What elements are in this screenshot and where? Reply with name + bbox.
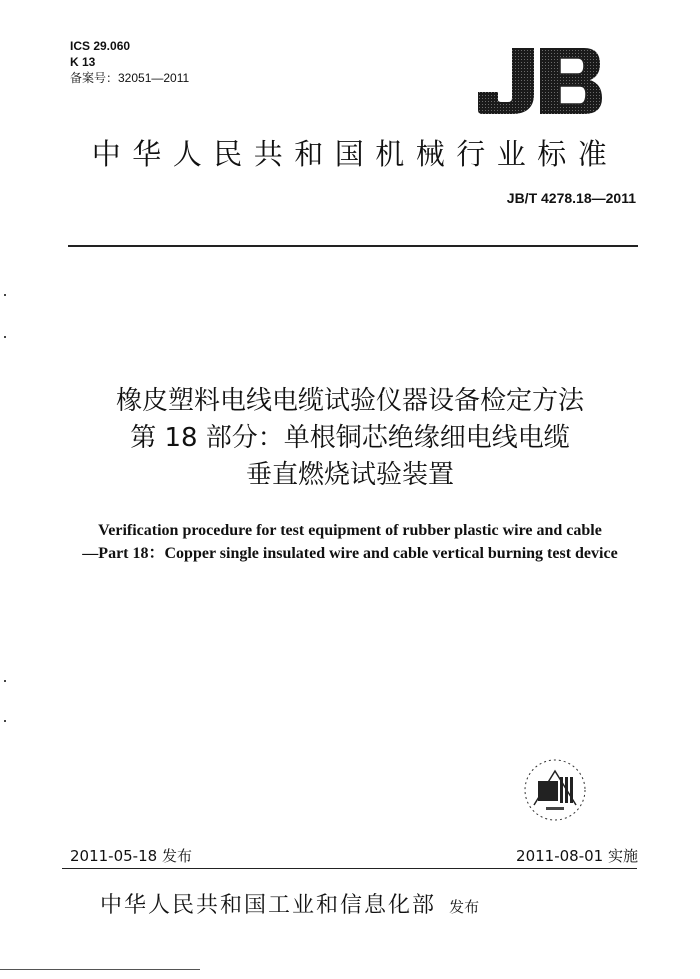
ics-code: ICS 29.060	[70, 39, 131, 53]
publisher-line	[100, 888, 620, 919]
publisher-name: 中华人民共和国工业和信息化部	[100, 893, 437, 918]
document-title-cn-line2: 第 18 部分：单根铜芯绝缘细电线电缆	[130, 423, 570, 453]
industry-standard-title: 中华人民共和国机械行业标准	[91, 137, 619, 171]
margin-mark	[4, 720, 6, 722]
jb-logo	[476, 44, 604, 116]
publisher-suffix: 发布	[449, 898, 480, 916]
margin-mark	[4, 336, 6, 338]
bottom-edge-rule	[0, 969, 200, 970]
header-divider	[68, 245, 638, 247]
issue-date: 2011-05-18 发布	[70, 847, 192, 865]
document-title-en-line2: —Part 18：Copper single insulated wire and cable vertical burning test device	[82, 545, 618, 562]
classification-code: K 13	[70, 55, 96, 69]
implementation-date: 2011-08-01 实施	[516, 847, 638, 865]
margin-mark	[4, 680, 6, 682]
filing-number: 备案号：32051—2011	[70, 71, 190, 85]
metadata-block	[70, 38, 189, 86]
footer-divider	[62, 868, 637, 869]
document-title-en-line1: Verification procedure for test equipment of rubber plastic wire and cable	[98, 522, 602, 539]
document-title-cn-line1: 橡皮塑料电线电缆试验仪器设备检定方法	[115, 386, 584, 416]
margin-mark	[4, 294, 6, 296]
document-title-cn-line3: 垂直燃烧试验装置	[245, 460, 454, 490]
publisher-seal-emblem	[520, 755, 590, 825]
standard-number: JB/T 4278.18—2011	[506, 190, 636, 206]
